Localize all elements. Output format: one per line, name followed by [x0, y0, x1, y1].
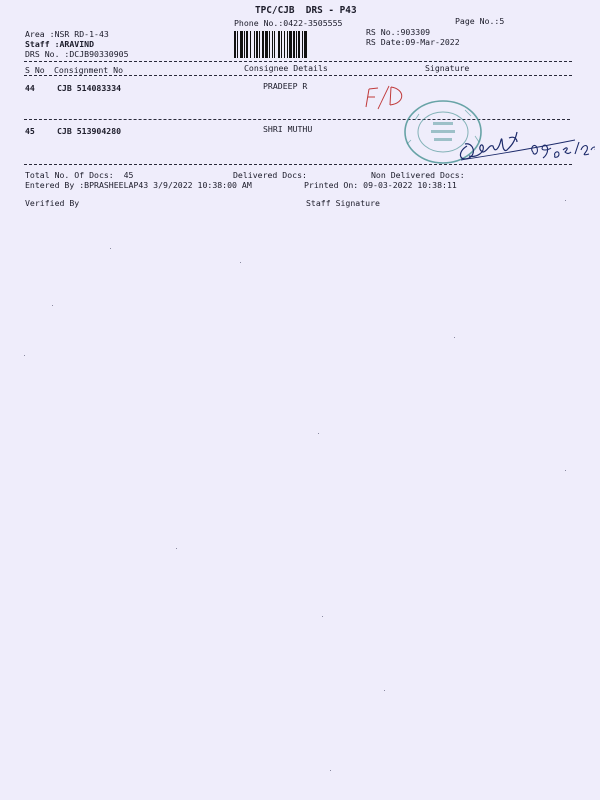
scan-speck	[110, 248, 111, 249]
scan-speck	[176, 548, 177, 549]
rs-date: RS Date:09-Mar-2022	[366, 37, 460, 47]
divider	[24, 61, 572, 62]
column-header-consignee: Consignee Details	[244, 63, 328, 73]
scan-speck	[565, 200, 566, 201]
scan-speck	[318, 433, 319, 434]
scan-speck	[52, 305, 53, 306]
row-sno: 44	[25, 83, 35, 93]
scan-speck	[384, 690, 385, 691]
column-header-sno: S No	[25, 65, 45, 75]
row-consignee: SHRI MUTHU	[263, 124, 313, 134]
row-consignment-no: CJB 514083334	[57, 83, 122, 93]
entered-by: Entered By :BPRASHEELAP43 3/9/2022 10:38:00 AM	[25, 180, 252, 190]
scan-speck	[24, 355, 25, 356]
divider	[24, 164, 572, 165]
total-docs: Total No. Of Docs: 45	[25, 170, 134, 180]
verified-by-label: Verified By	[25, 198, 80, 208]
handwritten-signature	[455, 112, 595, 172]
staff-label: Staff :ARAVIND	[25, 39, 95, 49]
page-number: Page No.:5	[455, 16, 505, 26]
column-header-consignment: Consignment No	[54, 65, 124, 75]
document-title: TPC/CJB DRS - P43	[255, 5, 357, 16]
drs-number: DRS No. :DCJB90330905	[25, 49, 129, 59]
staff-signature-label: Staff Signature	[306, 198, 380, 208]
scan-speck	[240, 262, 241, 263]
phone-number: Phone No.:0422-3505555	[234, 18, 343, 28]
printed-on: Printed On: 09-03-2022 10:38:11	[304, 180, 457, 190]
scan-speck	[454, 337, 455, 338]
scan-speck	[330, 770, 331, 771]
column-header-signature: Signature	[425, 63, 470, 73]
scan-speck	[565, 470, 566, 471]
rs-number: RS No.:903309	[366, 27, 431, 37]
barcode-image	[233, 31, 351, 58]
row-consignment-no: CJB 513904280	[57, 126, 122, 136]
scan-speck	[322, 616, 323, 617]
row-sno: 45	[25, 126, 35, 136]
non-delivered-docs-label: Non Delivered Docs:	[371, 170, 465, 180]
divider	[24, 75, 572, 76]
row-consignee: PRADEEP R	[263, 81, 308, 91]
delivered-docs-label: Delivered Docs:	[233, 170, 307, 180]
area-label: Area :NSR RD-1-43	[25, 29, 109, 39]
